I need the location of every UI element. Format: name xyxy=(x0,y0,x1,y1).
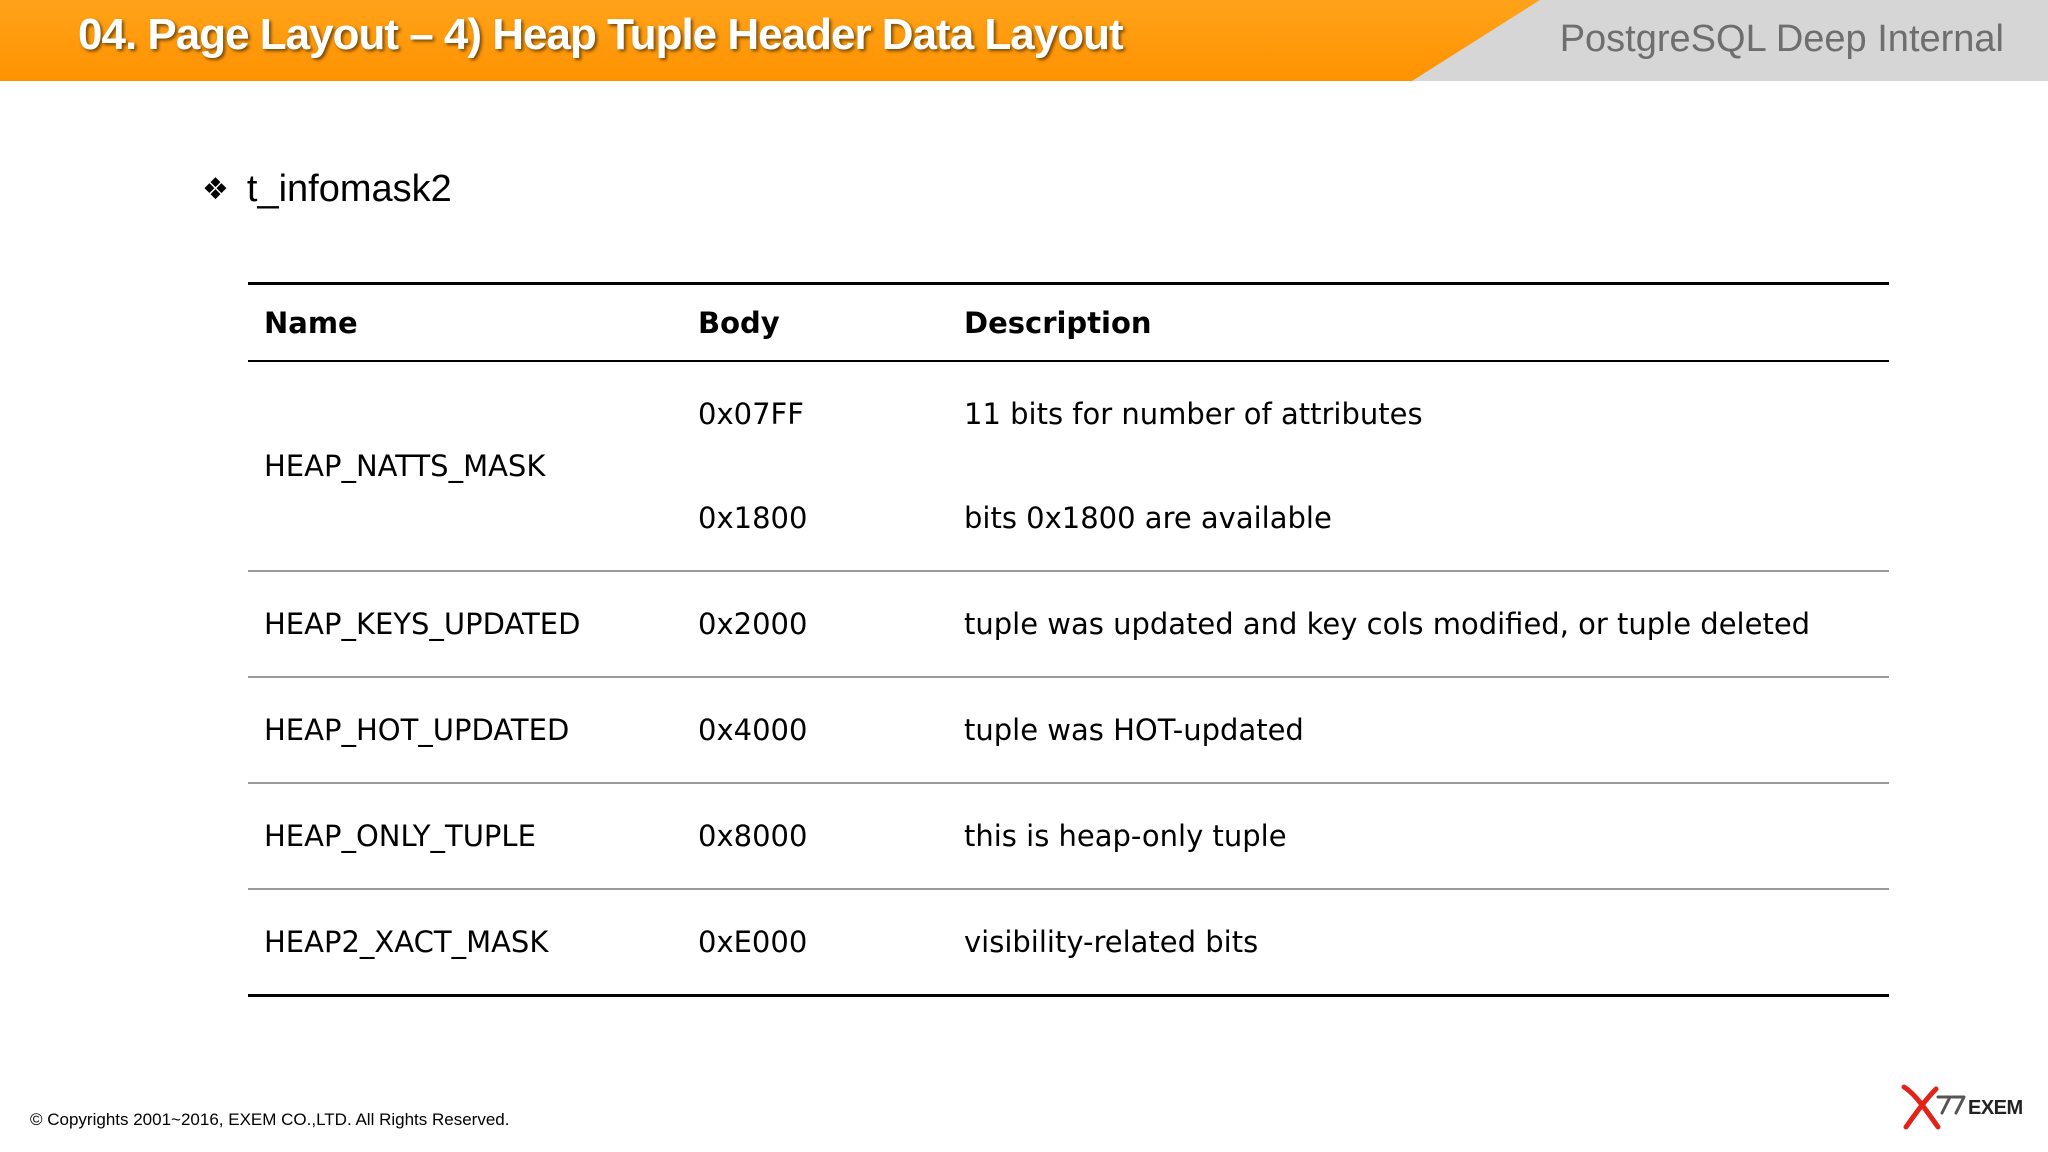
header-bar xyxy=(0,0,2048,81)
cell-name: HEAP_NATTS_MASK xyxy=(248,361,682,571)
column-header-body: Body xyxy=(682,284,948,362)
cell-body: 0x2000 xyxy=(682,571,948,677)
brand-name: PostgreSQL Deep Internal xyxy=(1559,18,2004,60)
table-row xyxy=(248,677,1889,783)
slide-title: 04. Page Layout – 4) Heap Tuple Header Data Layout xyxy=(78,10,1123,59)
cell-body: 0x07FF xyxy=(698,397,804,431)
table-header-row xyxy=(248,284,1889,362)
exem-logo xyxy=(1898,1083,2023,1133)
cell-body: 0x1800 xyxy=(682,466,948,571)
cell-description: 11 bits for number of attributes xyxy=(964,397,1423,431)
cell-body: 0x8000 xyxy=(682,783,948,889)
cell-body: 0x4000 xyxy=(682,677,948,783)
cell-description: tuple was updated and key cols modified, or tuple deleted xyxy=(948,571,1889,677)
section-heading xyxy=(202,168,452,211)
table-row xyxy=(248,889,1889,996)
column-header-description: Description xyxy=(948,284,1889,362)
column-header-name: Name xyxy=(248,284,682,362)
diamond-bullet-icon: ❖ xyxy=(202,171,229,207)
cell-body: 0xE000 xyxy=(682,889,948,996)
table-row xyxy=(248,361,1889,466)
cell-name: HEAP_ONLY_TUPLE xyxy=(248,783,682,889)
cell-description: visibility-related bits xyxy=(948,889,1889,996)
copyright-footer: © Copyrights 2001~2016, EXEM CO.,LTD. All Rights Reserved. xyxy=(30,1110,510,1129)
logo-wordmark: EXEM xyxy=(1968,1096,2023,1119)
table-row xyxy=(248,571,1889,677)
cell-description: this is heap-only tuple xyxy=(948,783,1889,889)
cell-description: bits 0x1800 are available xyxy=(948,466,1889,571)
cell-name: HEAP_HOT_UPDATED xyxy=(248,677,682,783)
exem-logo-icon xyxy=(1898,1083,1968,1133)
cell-name: HEAP_KEYS_UPDATED xyxy=(248,571,682,677)
table-row xyxy=(248,783,1889,889)
section-title: t_infomask2 xyxy=(246,168,452,210)
cell-description: tuple was HOT-updated xyxy=(948,677,1889,783)
infomask2-table xyxy=(248,282,1889,997)
cell-name: HEAP2_XACT_MASK xyxy=(248,889,682,996)
